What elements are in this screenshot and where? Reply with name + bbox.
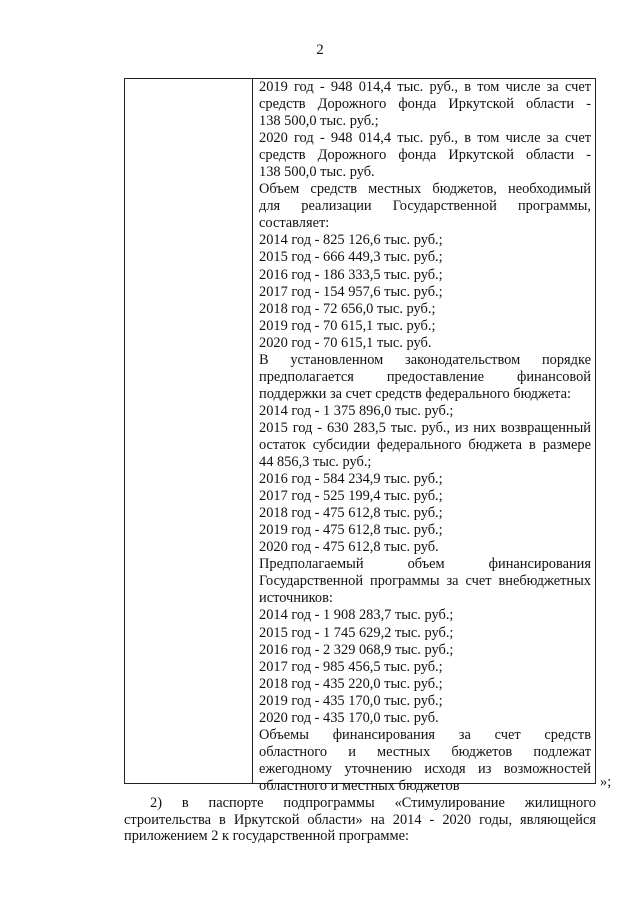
table-column-divider [252, 79, 253, 783]
page-number: 2 [316, 42, 324, 58]
cell-text-line: 2015 год - 666 449,3 тыс. руб.; [259, 249, 443, 266]
cell-text-line: областного и местных бюджетов подлежат [259, 743, 591, 760]
paragraph-line: 2) в паспорте подпрограммы «Стимулирование жилищного [150, 795, 596, 811]
paragraph-line: приложением 2 к государственной программе: [124, 828, 409, 845]
cell-text-line: 2018 год - 475 612,8 тыс. руб.; [259, 505, 443, 522]
cell-text-line: 2015 год - 1 745 629,2 тыс. руб.; [259, 624, 454, 641]
closing-quote: »; [600, 774, 612, 790]
cell-text-line: источников: [259, 590, 333, 607]
cell-text-line: 2017 год - 985 456,5 тыс. руб.; [259, 658, 443, 675]
cell-text-line: 2016 год - 584 234,9 тыс. руб.; [259, 471, 443, 488]
paragraph-line: строительства в Иркутской области» на 2014 - 2020 годы, являющейся [124, 811, 596, 828]
cell-text-line: Государственной программы за счет внебюджетных [259, 573, 591, 590]
cell-text-line: 2016 год - 186 333,5 тыс. руб.; [259, 266, 443, 283]
cell-text-line: Предполагаемый объем финансирования [259, 556, 591, 573]
cell-text-line: средств Дорожного фонда Иркутской области - [259, 96, 591, 113]
passport-table [124, 78, 596, 794]
cell-text-line: предполагается предоставление финансовой [259, 368, 591, 385]
cell-text-line: 2020 год - 70 615,1 тыс. руб. [259, 334, 432, 351]
cell-text-line: 2019 год - 948 014,4 тыс. руб., в том числе за счет [259, 79, 591, 95]
cell-text-line: остаток субсидии федерального бюджета в размере [259, 436, 591, 453]
cell-text-line: 138 500,0 тыс. руб.; [259, 113, 379, 130]
cell-text-line: средств Дорожного фонда Иркутской области - [259, 147, 591, 164]
cell-text-line: 2020 год - 948 014,4 тыс. руб., в том числе за счет [259, 130, 591, 147]
cell-text-line: для реализации Государственной программы, [259, 198, 591, 215]
cell-text-line: 2019 год - 475 612,8 тыс. руб.; [259, 522, 443, 539]
passport-financing-cell [259, 79, 591, 795]
amendment-paragraph [124, 795, 596, 845]
cell-text-line: 2014 год - 1 375 896,0 тыс. руб.; [259, 402, 454, 419]
cell-text-line: 2020 год - 435 170,0 тыс. руб. [259, 709, 439, 726]
cell-text-line: 2020 год - 475 612,8 тыс. руб. [259, 539, 439, 556]
cell-text-line: 138 500,0 тыс. руб. [259, 164, 375, 181]
cell-text-line: 44 856,3 тыс. руб.; [259, 454, 372, 471]
cell-text-line: 2016 год - 2 329 068,9 тыс. руб.; [259, 641, 454, 658]
cell-text-line: 2019 год - 435 170,0 тыс. руб.; [259, 692, 443, 709]
cell-text-line: областного и местных бюджетов [259, 777, 460, 794]
cell-text-line: 2017 год - 154 957,6 тыс. руб.; [259, 283, 443, 300]
cell-text-line: поддержки за счет средств федерального бюджета: [259, 385, 571, 402]
cell-text-line: Объемы финансирования за счет средств [259, 726, 591, 743]
cell-text-line: ежегодному уточнению исходя из возможностей [259, 760, 591, 777]
cell-text-line: 2014 год - 1 908 283,7 тыс. руб.; [259, 607, 454, 624]
cell-text-line: Объем средств местных бюджетов, необходимый [259, 181, 591, 198]
cell-text-line: 2017 год - 525 199,4 тыс. руб.; [259, 488, 443, 505]
cell-text-line: 2018 год - 72 656,0 тыс. руб.; [259, 300, 436, 317]
cell-text-line: 2014 год - 825 126,6 тыс. руб.; [259, 232, 443, 249]
cell-text-line: 2015 год - 630 283,5 тыс. руб., из них возвращенный [259, 419, 591, 436]
cell-text-line: 2019 год - 70 615,1 тыс. руб.; [259, 317, 436, 334]
cell-text-line: В установленном законодательством порядке [259, 351, 591, 368]
cell-text-line: 2018 год - 435 220,0 тыс. руб.; [259, 675, 443, 692]
cell-text-line: составляет: [259, 215, 330, 232]
